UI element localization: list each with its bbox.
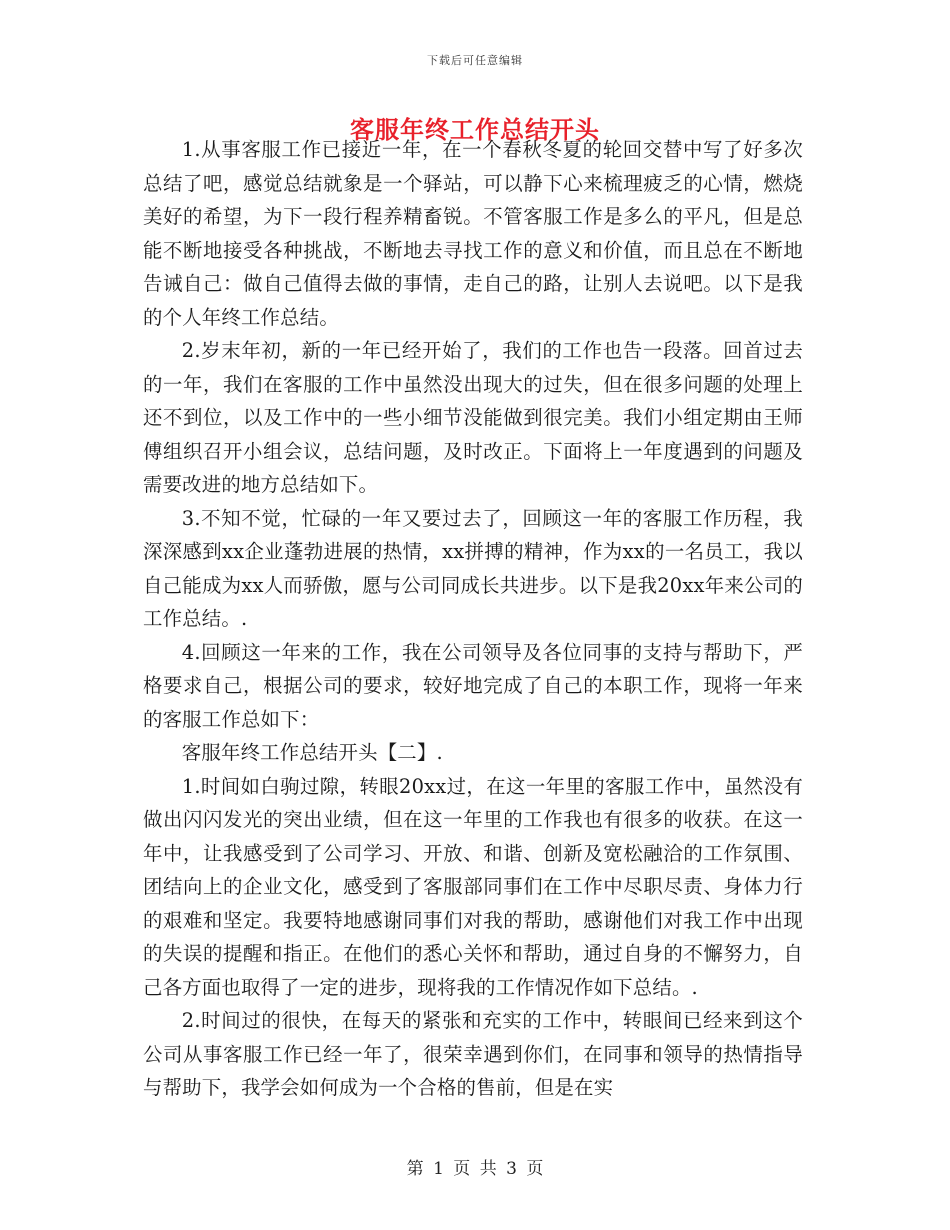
paragraph: 2.岁末年初，新的一年已经开始了，我们的工作也告一段落。回首过去的一年，我们在客服的工作中虽然没出现大的过失，但在很多问题的处理上还不到位，以及工作中的一些小细节没能做到很完美。我们小组定期由王师傅组织召开小组会议，总结问题，及时改正。下面将上一年度遇到的问题及需要改进的地方总结如下。: [143, 339, 803, 496]
paragraph: 1.从事客服工作已接近一年，在一个春秋冬夏的轮回交替中写了好多次总结了吧，感觉总结就象是一个驿站，可以静下心来梳理疲乏的心情，燃烧美好的希望，为下一段行程养精畜锐。不管客服工作是多么的平凡，但是总能不断地接受各种挑战，不断地去寻找工作的意义和价值，而且总在不断地告诫自己：做自己值得去做的事情，走自己的路，让别人去说吧。以下是我的个人年终工作总结。: [143, 138, 803, 329]
paragraph: 2.时间过的很快，在每天的紧张和充实的工作中，转眼间已经来到这个公司从事客服工作已经一年了，很荣幸遇到你们，在同事和领导的热情指导与帮助下，我学会如何成为一个合格的售前，但是在实: [143, 1009, 803, 1099]
paragraph: 4.回顾这一年来的工作，我在公司领导及各位同事的支持与帮助下，严格要求自己，根据公司的要求，较好地完成了自己的本职工作，现将一年来的客服工作总如下：: [143, 640, 803, 731]
page-header: 下载后可任意编辑: [427, 54, 523, 67]
document-body: [143, 133, 803, 1105]
paragraph: 3.不知不觉，忙碌的一年又要过去了，回顾这一年的客服工作历程，我深深感到xx企业蓬勃进展的热情，xx拼搏的精神，作为xx的一名员工，我以自己能成为xx人而骄傲，愿与公司同成长共进步。以下是我20xx年来公司的工作总结。.: [143, 506, 803, 630]
section-heading: 客服年终工作总结开头【二】.: [181, 741, 443, 764]
page-footer: 第 1 页 共 3 页: [406, 1159, 544, 1179]
document-title: 客服年终工作总结开头: [350, 115, 600, 144]
paragraph: 1.时间如白驹过隙，转眼20xx过，在这一年里的客服工作中，虽然没有做出闪闪发光的突出业绩，但在这一年里的工作我也有很多的收获。在这一年中，让我感受到了公司学习、开放、和谐、创新及宽松融洽的工作氛围、团结向上的企业文化，感受到了客服部同事们在工作中尽职尽责、身体力行的艰难和坚定。我要特地感谢同事们对我的帮助，感谢他们对我工作中出现的失误的提醒和指正。在他们的悉心关怀和帮助，通过自身的不懈努力，自己各方面也取得了一定的进步，现将我的工作情况作如下总结。.: [143, 774, 803, 999]
